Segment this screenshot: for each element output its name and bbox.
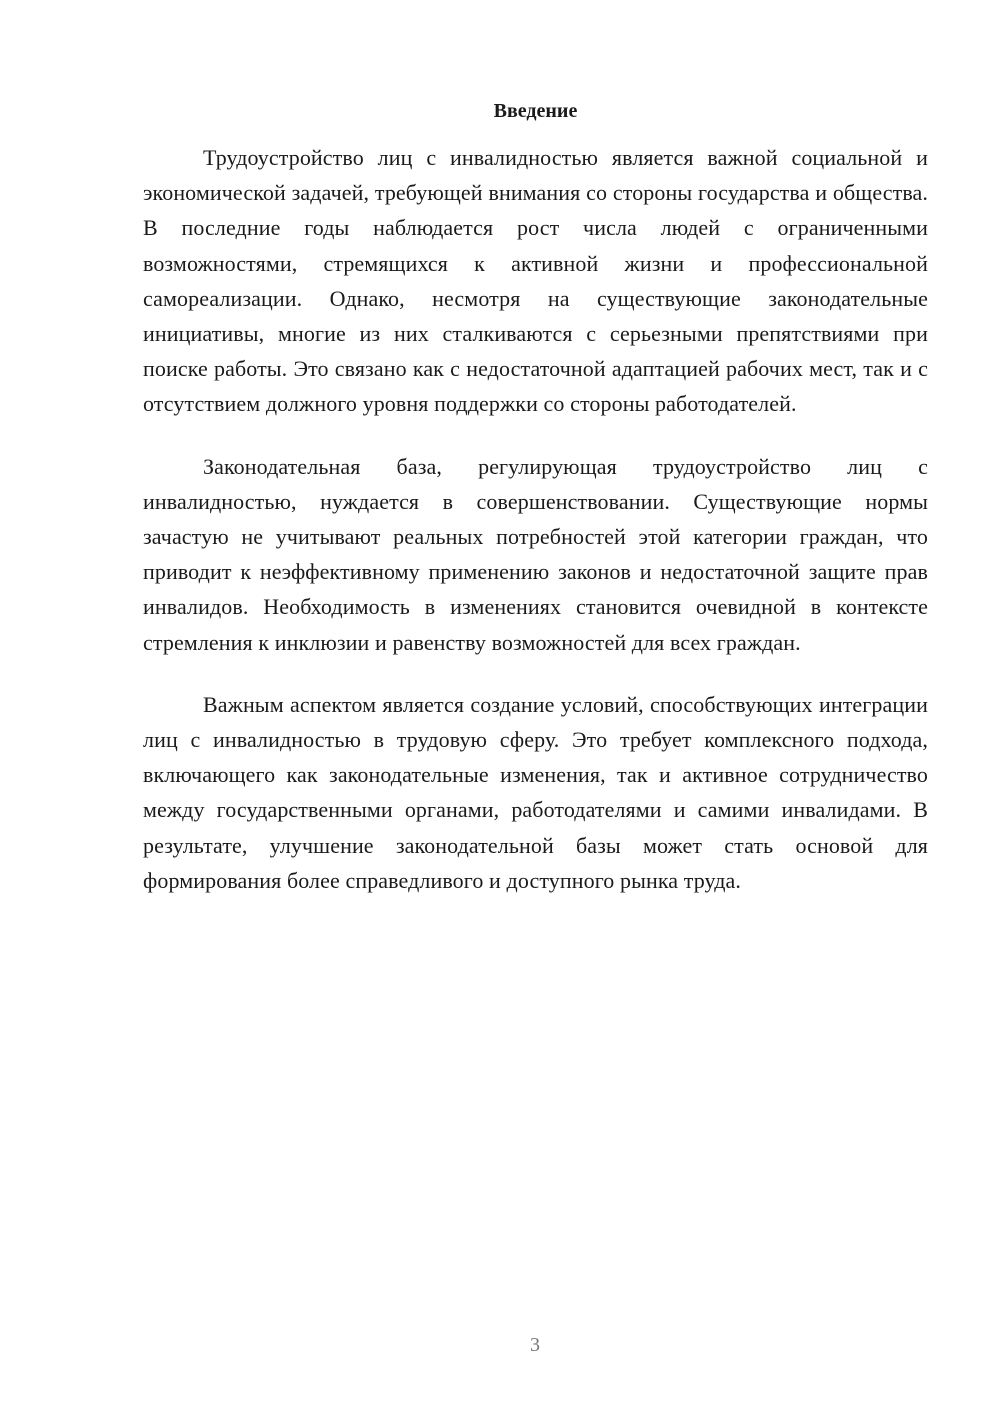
page-content [143,96,928,925]
paragraph-1: Трудоустройство лиц с инвалидностью является важной социальной и экономической задачей, требующей внимания со стороны государства и общества. В последние годы наблюдается рост числа людей с ограниченными возможностями, стремящихся к активной жизни и профессиональной самореализации. Однако, несмотря на существующие законодательные инициативы, многие из них сталкиваются с серьезными препятствиями при поиске работы. Это связано как с недостаточной адаптацией рабочих мест, так и с отсутствием должного уровня поддержки со стороны работодателей. [143,145,928,417]
paragraph-3: Важным аспектом является создание условий, способствующих интеграции лиц с инвалидностью в трудовую сферу. Это требует комплексного подхода, включающего как законодательные изменения, так и активное сотрудничество между государственными органами, работодателями и самими инвалидами. В результате, улучшение законодательной базы может стать основой для формирования более справедливого и доступного рынка труда. [143,691,928,893]
section-title: Введение [493,100,578,122]
page-number: 3 [530,1334,540,1356]
paragraph-2: Законодательная база, регулирующая трудоустройство лиц с инвалидностью, нуждается в совершенствовании. Существующие нормы зачастую не учитывают реальных потребностей этой категории граждан, что приводит к неэффективному применению законов и недостаточной защите прав инвалидов. Необходимость в изменениях становится очевидной в контексте стремления к инклюзии и равенству возможностей для всех граждан. [143,453,928,655]
